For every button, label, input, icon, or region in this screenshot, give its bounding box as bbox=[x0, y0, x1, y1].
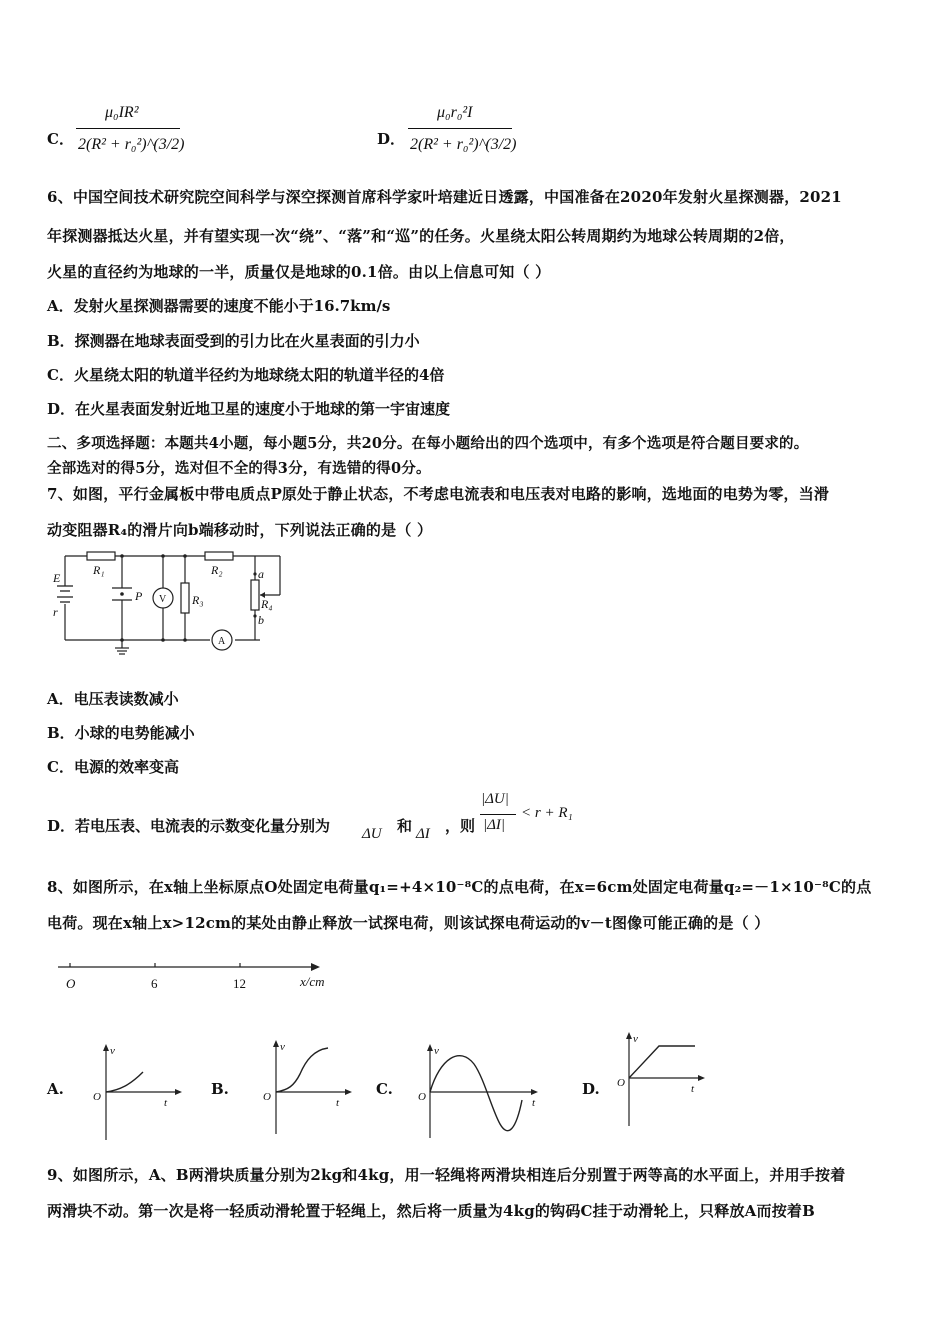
q5-option-d-label: D． bbox=[377, 130, 406, 148]
q5-option-c-fraction-bar bbox=[76, 128, 180, 129]
label-r: r bbox=[53, 605, 58, 619]
q7-stem-line-1: 7、如图，平行金属板中带电质点P原处于静止状态，不考虑电流表和电压表对电路的影响，选地面的电势为零，当滑 bbox=[47, 485, 830, 503]
label-r3: R₃ bbox=[192, 593, 204, 607]
q8-graph-c bbox=[412, 1040, 552, 1140]
r3-resistor bbox=[181, 583, 189, 613]
q9-stem-line-2: 两滑块不动。第一次是将一轻质动滑轮置于轻绳上，然后将一质量为4kg的钩码C挂于动滑轮上，只释放A而按着B bbox=[47, 1202, 815, 1220]
q8-graph-b bbox=[258, 1036, 358, 1136]
q7-option-d-delta-u: ΔU bbox=[362, 826, 382, 842]
q5-option-c-numerator: μ₀IR² bbox=[105, 104, 139, 121]
q8-graph-d-label: D. bbox=[582, 1080, 600, 1098]
label-r1: R₁ bbox=[93, 563, 105, 577]
label-b: b bbox=[258, 613, 264, 627]
r1-resistor bbox=[87, 552, 115, 560]
axis-tick-12: 12 bbox=[233, 976, 246, 991]
q8-graph-a-label: A. bbox=[47, 1080, 64, 1098]
axis-origin-label: O bbox=[66, 976, 76, 991]
q6-option-b: B．探测器在地球表面受到的引力比在火星表面的引力小 bbox=[47, 332, 420, 350]
q7-option-d-and: 和 bbox=[397, 817, 413, 835]
q7-stem-line-2: 动变阻器R₄的滑片向b端移动时，下列说法正确的是（ ） bbox=[47, 521, 433, 539]
q7-option-d-denominator: |ΔI| bbox=[483, 817, 506, 833]
q5-option-c-denominator: 2(R² + r₀²)^(3/2) bbox=[78, 136, 185, 153]
r4-resistor bbox=[251, 580, 259, 610]
graph-b-t-label: t bbox=[336, 1097, 340, 1109]
q6-stem-line-1: 6、中国空间技术研究院空间科学与深空探测首席科学家叶培建近日透露，中国准备在2020年发射火星探测器，2021 bbox=[47, 188, 842, 206]
q8-stem-line-1: 8、如图所示，在x轴上坐标原点O处固定电荷量q₁=+4×10⁻⁸C的点电荷，在x=6cm处固定电荷量q₂=－1×10⁻⁸C的点 bbox=[47, 878, 872, 896]
label-v: V bbox=[159, 594, 167, 605]
q7-option-d-prefix: D．若电压表、电流表的示数变化量分别为 bbox=[47, 817, 331, 835]
graph-b-origin: O bbox=[263, 1091, 271, 1103]
q5-option-d-numerator: μ₀r₀²I bbox=[437, 104, 473, 121]
graph-c-t-label: t bbox=[532, 1097, 536, 1109]
q8-graph-c-label: C. bbox=[376, 1080, 393, 1098]
q7-option-c: C．电源的效率变高 bbox=[47, 758, 179, 776]
q6-option-a: A．发射火星探测器需要的速度不能小于16.7km/s bbox=[47, 297, 391, 315]
graph-d-v-label: v bbox=[633, 1033, 638, 1045]
axis-tick-6: 6 bbox=[151, 976, 158, 991]
label-p: P bbox=[135, 589, 143, 603]
q8-x-axis-diagram bbox=[50, 955, 350, 995]
q7-option-d-numerator: |ΔU| bbox=[481, 791, 509, 807]
graph-b-v-label: v bbox=[280, 1041, 285, 1053]
q8-stem-line-2: 电荷。现在x轴上x>12cm的某处由静止释放一试探电荷，则该试探电荷运动的v－t图像可能正确的是（ ） bbox=[47, 914, 770, 932]
q8-graph-a bbox=[88, 1040, 188, 1145]
section-2-line-1: 二、多项选择题：本题共4小题，每小题5分，共20分。在每小题给出的四个选项中，有多个选项是符合题目要求的。 bbox=[47, 435, 809, 452]
label-r4: R₄ bbox=[261, 597, 273, 611]
axis-unit: x/cm bbox=[300, 974, 325, 989]
graph-a-origin: O bbox=[93, 1091, 101, 1103]
graph-c-origin: O bbox=[418, 1091, 426, 1103]
graph-d-origin: O bbox=[617, 1077, 625, 1089]
section-2-line-2: 全部选对的得5分，选对但不全的得3分，有选错的得0分。 bbox=[47, 460, 431, 477]
q7-option-d-then: ，则 bbox=[445, 817, 476, 835]
q8-graph-b-label: B. bbox=[211, 1080, 229, 1098]
graph-c-v-label: v bbox=[434, 1045, 439, 1057]
q6-option-d: D．在火星表面发射近地卫星的速度小于地球的第一宇宙速度 bbox=[47, 400, 451, 418]
q7-option-a: A．电压表读数减小 bbox=[47, 690, 179, 708]
label-a: a bbox=[258, 567, 264, 581]
r2-resistor bbox=[205, 552, 233, 560]
q6-stem-line-3: 火星的直径约为地球的一半，质量仅是地球的0.1倍。由以上信息可知（ ） bbox=[47, 263, 551, 281]
q6-option-c: C．火星绕太阳的轨道半径约为地球绕太阳的轨道半径的4倍 bbox=[47, 366, 445, 384]
label-e: E bbox=[53, 571, 61, 585]
q7-option-d-rhs: < r + R₁ bbox=[521, 805, 573, 821]
graph-a-t-label: t bbox=[164, 1097, 168, 1109]
q7-option-d-delta-i: ΔI bbox=[416, 826, 430, 842]
q5-option-d-denominator: 2(R² + r₀²)^(3/2) bbox=[410, 136, 517, 153]
q5-option-c-label: C． bbox=[47, 130, 74, 148]
q5-option-d-fraction-bar bbox=[408, 128, 512, 129]
label-ammeter: A bbox=[218, 636, 226, 647]
label-r2: R₂ bbox=[211, 563, 223, 577]
q7-circuit-diagram bbox=[55, 548, 295, 658]
q7-option-b: B．小球的电势能减小 bbox=[47, 724, 195, 742]
q8-graph-d bbox=[613, 1030, 713, 1130]
q6-stem-line-2: 年探测器抵达火星，并有望实现一次“绕”、“落”和“巡”的任务。火星绕太阳公转周期约为地球公转周期的2倍， bbox=[47, 227, 795, 245]
graph-d-t-label: t bbox=[691, 1083, 695, 1095]
q7-option-d-fraction-bar bbox=[480, 814, 516, 815]
q9-stem-line-1: 9、如图所示，A、B两滑块质量分别为2kg和4kg，用一轻绳将两滑块相连后分别置于两等高的水平面上，并用手按着 bbox=[47, 1166, 846, 1184]
graph-a-v-label: v bbox=[110, 1045, 115, 1057]
